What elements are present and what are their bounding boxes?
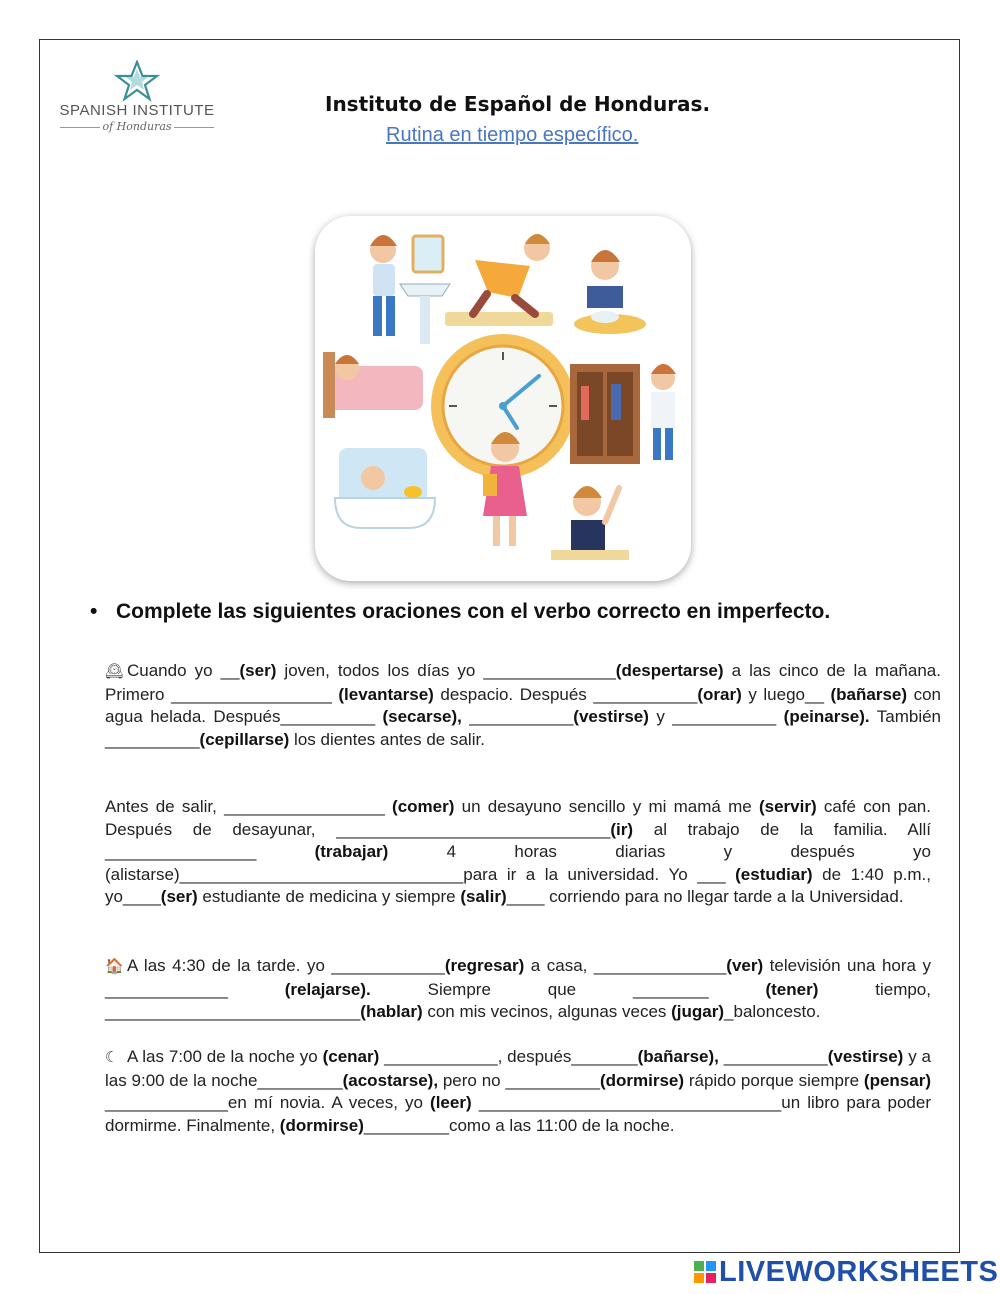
house-icon: 🏠 xyxy=(105,958,124,975)
sentence-text: despacio. Después ___________ xyxy=(433,684,698,704)
sentence-text: ____ corriendo para no llegar tarde a la Universidad. xyxy=(506,887,904,906)
sentence-text: A las 7:00 de la noche yo xyxy=(127,1047,323,1066)
sentence-text: televisión una hora y _____________ xyxy=(105,956,931,999)
sentence-text: _________como a las 11:00 de la noche. xyxy=(363,1115,675,1135)
verb-hint: (bañarse), xyxy=(637,1047,719,1066)
sentence-text: y luego__ xyxy=(741,684,831,704)
sentence-text: café con pan. Después de desayunar, _____________________________ xyxy=(105,797,931,839)
logo-subtext: of Honduras xyxy=(102,120,172,133)
sentence-text: Cuando yo __ xyxy=(127,661,240,680)
verb-hint: (dormirse) xyxy=(279,1115,364,1135)
moon-icon: ☾ xyxy=(105,1049,119,1066)
sentence-text: ____________, después_______ xyxy=(379,1047,638,1066)
logo-text: SPANISH INSTITUTE xyxy=(59,102,215,119)
paragraph-4 xyxy=(105,1046,931,1137)
sentence-text: ________________________________un libro para poder dormirme. Finalmente, xyxy=(105,1093,931,1135)
verb-hint: (jugar) xyxy=(671,1002,725,1021)
sentence-text: los dientes antes de salir. xyxy=(289,729,485,749)
sentence-text: con mis vecinos, algunas veces xyxy=(422,1002,672,1021)
verb-hint: (regresar) xyxy=(444,956,525,975)
verb-hint: (bañarse) xyxy=(830,684,908,704)
sentence-text: 4 horas diarias y después yo (alistarse)______________________________para ir a la universidad. Yo ___ xyxy=(105,842,932,884)
routine-illustration xyxy=(315,216,691,581)
sentence-text: a casa, ______________ xyxy=(524,956,727,975)
verb-hint: (cepillarse) xyxy=(199,729,290,749)
star-logo-icon xyxy=(58,60,216,104)
sentence-text: y ___________ xyxy=(648,707,784,726)
paragraph-3 xyxy=(105,955,931,1024)
sentence-text: A las 4:30 de la tarde. yo ____________ xyxy=(127,956,445,975)
verb-hint: (trabajar) xyxy=(314,842,389,861)
alarm-clock-icon: 🕰 xyxy=(105,663,125,680)
sentence-text: de 1:40 p.m., yo____ xyxy=(105,864,932,906)
sentence-text: al trabajo de la familia. Allí ________________ xyxy=(105,819,931,861)
institute-logo xyxy=(58,60,216,140)
liveworksheets-logo-icon xyxy=(694,1261,716,1283)
verb-hint: (acostarse), xyxy=(342,1070,439,1090)
paragraph-2 xyxy=(105,796,931,909)
verb-hint: (peinarse). xyxy=(783,707,870,726)
routine-illustration-icon xyxy=(315,216,691,581)
verb-hint: (dormirse) xyxy=(599,1070,685,1090)
instruction-text: Complete las siguientes oraciones con el verbo correcto en imperfecto. xyxy=(116,600,831,623)
bullet: • xyxy=(90,600,98,623)
verb-hint: (estudiar) xyxy=(735,864,813,884)
page-title: Instituto de Español de Honduras. xyxy=(325,92,711,116)
verb-hint: (ir) xyxy=(610,819,634,839)
brand-name: LIVEWORKSHEETS xyxy=(719,1256,999,1288)
sentence-text: También __________ xyxy=(105,707,942,749)
sentence-text: un desayuno sencillo y mi mamá me xyxy=(454,797,759,816)
verb-hint: (secarse), xyxy=(382,707,462,726)
sentence-text: tiempo, ___________________________ xyxy=(105,979,931,1021)
sentence-text: con agua helada. Después__________ xyxy=(105,684,941,726)
verb-hint: (pensar) xyxy=(863,1070,931,1090)
verb-hint: (ver) xyxy=(726,956,764,975)
paragraph-1 xyxy=(105,660,941,751)
verb-hint: (levantarse) xyxy=(338,684,434,704)
liveworksheets-brand xyxy=(694,1256,998,1289)
verb-hint: (orar) xyxy=(697,684,742,704)
verb-hint: (ser) xyxy=(160,887,198,906)
verb-hint: (vestirse) xyxy=(827,1047,904,1066)
verb-hint: (cenar) xyxy=(322,1047,380,1066)
sentence-text: a las cinco de la mañana. Primero _________________ xyxy=(105,661,941,704)
verb-hint: (vestirse) xyxy=(573,707,649,726)
verb-hint: (leer) xyxy=(430,1093,472,1112)
verb-hint: (comer) xyxy=(392,797,455,816)
sentence-text: ___________ xyxy=(718,1047,828,1066)
sentence-text: y a las 9:00 de la noche_________ xyxy=(105,1047,931,1090)
verb-hint: (tener) xyxy=(765,979,819,999)
sentence-text: Antes de salir, _________________ xyxy=(105,797,393,816)
verb-hint: (despertarse) xyxy=(615,661,724,680)
verb-hint: (salir) xyxy=(460,887,507,906)
sentence-text: pero no __________ xyxy=(438,1070,600,1090)
verb-hint: (hablar) xyxy=(360,1002,423,1021)
sentence-text: joven, todos los días yo ______________ xyxy=(276,661,616,680)
verb-hint: (relajarse). xyxy=(284,979,371,999)
verb-hint: (ser) xyxy=(239,661,277,680)
verb-hint: (servir) xyxy=(758,797,817,816)
sentence-text: estudiante de medicina y siempre xyxy=(197,887,461,906)
sentence-text: ___________ xyxy=(461,707,574,726)
sentence-text: rápido porque siempre xyxy=(684,1070,864,1090)
sentence-text: _baloncesto. xyxy=(724,1002,821,1021)
sentence-text: Siempre que ________ xyxy=(370,979,766,999)
instruction xyxy=(90,600,830,624)
sentence-text: _____________en mí novia. A veces, yo xyxy=(105,1093,431,1112)
page-subtitle: Rutina en tiempo específico. xyxy=(386,124,639,146)
